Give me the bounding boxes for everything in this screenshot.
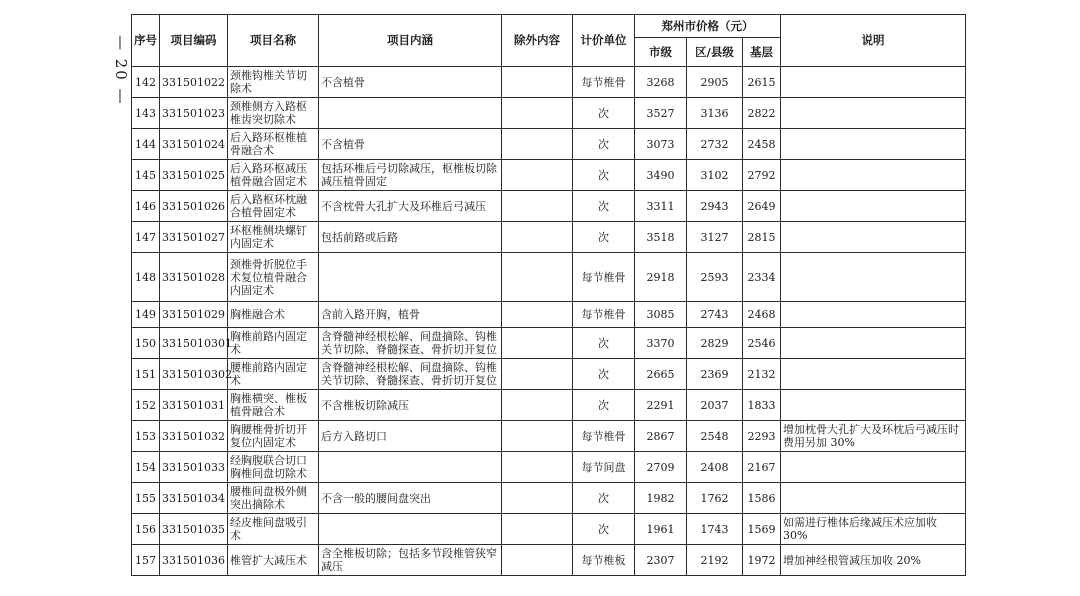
cell-county-price: 2593 bbox=[687, 253, 743, 302]
cell-note bbox=[781, 67, 966, 98]
cell-note bbox=[781, 359, 966, 390]
cell-city-price: 2665 bbox=[635, 359, 687, 390]
cell-county-price: 3102 bbox=[687, 160, 743, 191]
cell-code: 331501022 bbox=[160, 67, 228, 98]
cell-seq: 154 bbox=[132, 452, 160, 483]
table-row bbox=[132, 328, 966, 359]
table-row bbox=[132, 452, 966, 483]
table-row bbox=[132, 514, 966, 545]
header-row bbox=[132, 15, 966, 38]
cell-city-price: 1982 bbox=[635, 483, 687, 514]
cell-note: 如需进行椎体后缘减压术应加收 30% bbox=[781, 514, 966, 545]
cell-unit: 次 bbox=[573, 328, 635, 359]
cell-name: 颈椎钩椎关节切除术 bbox=[228, 67, 319, 98]
header-exclude: 除外内容 bbox=[502, 15, 573, 67]
cell-county-price: 2369 bbox=[687, 359, 743, 390]
cell-name: 胸腰椎骨折切开复位内固定术 bbox=[228, 421, 319, 452]
cell-note bbox=[781, 390, 966, 421]
header-seq: 序号 bbox=[132, 15, 160, 67]
cell-unit: 次 bbox=[573, 222, 635, 253]
cell-code: 331501026 bbox=[160, 191, 228, 222]
cell-exclude bbox=[502, 129, 573, 160]
cell-content: 不含一般的腰间盘突出 bbox=[319, 483, 502, 514]
header-county: 区/县级 bbox=[687, 38, 743, 67]
table-row bbox=[132, 253, 966, 302]
cell-seq: 157 bbox=[132, 545, 160, 576]
cell-exclude bbox=[502, 545, 573, 576]
cell-note bbox=[781, 98, 966, 129]
cell-note bbox=[781, 253, 966, 302]
cell-unit: 次 bbox=[573, 514, 635, 545]
cell-note bbox=[781, 191, 966, 222]
cell-name: 颈椎骨折脱位手术复位植骨融合内固定术 bbox=[228, 253, 319, 302]
cell-county-price: 1762 bbox=[687, 483, 743, 514]
cell-city-price: 2709 bbox=[635, 452, 687, 483]
cell-exclude bbox=[502, 253, 573, 302]
cell-code: 331501033 bbox=[160, 452, 228, 483]
cell-content: 后方入路切口 bbox=[319, 421, 502, 452]
cell-code: 331501024 bbox=[160, 129, 228, 160]
cell-county-price: 2829 bbox=[687, 328, 743, 359]
cell-name: 胸椎前路内固定术 bbox=[228, 328, 319, 359]
cell-county-price: 2905 bbox=[687, 67, 743, 98]
cell-city-price: 3518 bbox=[635, 222, 687, 253]
cell-city-price: 3370 bbox=[635, 328, 687, 359]
cell-name: 椎管扩大减压术 bbox=[228, 545, 319, 576]
cell-name: 经皮椎间盘吸引术 bbox=[228, 514, 319, 545]
cell-unit: 每节椎骨 bbox=[573, 421, 635, 452]
cell-content: 不含植骨 bbox=[319, 129, 502, 160]
cell-base-price: 2132 bbox=[743, 359, 781, 390]
cell-base-price: 1833 bbox=[743, 390, 781, 421]
cell-county-price: 2192 bbox=[687, 545, 743, 576]
cell-content: 含脊髓神经根松解、间盘摘除、钩椎关节切除、脊髓探查、骨折切开复位 bbox=[319, 328, 502, 359]
cell-content: 包括环椎后弓切除减压，枢椎板切除减压植骨固定 bbox=[319, 160, 502, 191]
cell-content bbox=[319, 514, 502, 545]
cell-base-price: 1569 bbox=[743, 514, 781, 545]
cell-unit: 每节椎骨 bbox=[573, 67, 635, 98]
cell-code: 3315010302 bbox=[160, 359, 228, 390]
cell-content: 含全椎板切除；包括多节段椎管狭窄减压 bbox=[319, 545, 502, 576]
page-number: — 20 — bbox=[112, 34, 130, 106]
cell-content bbox=[319, 253, 502, 302]
cell-name: 腰椎间盘极外侧突出摘除术 bbox=[228, 483, 319, 514]
cell-code: 331501023 bbox=[160, 98, 228, 129]
cell-note bbox=[781, 483, 966, 514]
cell-exclude bbox=[502, 514, 573, 545]
table-row bbox=[132, 98, 966, 129]
cell-county-price: 2037 bbox=[687, 390, 743, 421]
cell-code: 331501028 bbox=[160, 253, 228, 302]
header-note: 说明 bbox=[781, 15, 966, 67]
cell-unit: 次 bbox=[573, 390, 635, 421]
cell-base-price: 2615 bbox=[743, 67, 781, 98]
cell-exclude bbox=[502, 160, 573, 191]
cell-city-price: 3490 bbox=[635, 160, 687, 191]
cell-seq: 146 bbox=[132, 191, 160, 222]
table-row bbox=[132, 129, 966, 160]
header-unit: 计价单位 bbox=[573, 15, 635, 67]
cell-exclude bbox=[502, 302, 573, 328]
cell-note bbox=[781, 452, 966, 483]
cell-county-price: 1743 bbox=[687, 514, 743, 545]
cell-exclude bbox=[502, 390, 573, 421]
cell-exclude bbox=[502, 67, 573, 98]
cell-exclude bbox=[502, 191, 573, 222]
cell-code: 331501035 bbox=[160, 514, 228, 545]
header-base: 基层 bbox=[743, 38, 781, 67]
cell-note bbox=[781, 302, 966, 328]
table-row bbox=[132, 67, 966, 98]
cell-city-price: 1961 bbox=[635, 514, 687, 545]
table-row bbox=[132, 359, 966, 390]
cell-county-price: 2548 bbox=[687, 421, 743, 452]
cell-note bbox=[781, 129, 966, 160]
cell-city-price: 2291 bbox=[635, 390, 687, 421]
cell-content: 不含植骨 bbox=[319, 67, 502, 98]
cell-content bbox=[319, 452, 502, 483]
cell-county-price: 2943 bbox=[687, 191, 743, 222]
cell-base-price: 2792 bbox=[743, 160, 781, 191]
cell-name: 后入路环枢减压植骨融合固定术 bbox=[228, 160, 319, 191]
cell-name: 后入路枢环枕融合植骨固定术 bbox=[228, 191, 319, 222]
cell-base-price: 2649 bbox=[743, 191, 781, 222]
cell-note: 增加枕骨大孔扩大及环枕后弓减压时费用另加 30% bbox=[781, 421, 966, 452]
cell-name: 颈椎侧方入路枢椎齿突切除术 bbox=[228, 98, 319, 129]
cell-code: 331501029 bbox=[160, 302, 228, 328]
cell-exclude bbox=[502, 222, 573, 253]
cell-base-price: 2468 bbox=[743, 302, 781, 328]
cell-unit: 次 bbox=[573, 160, 635, 191]
cell-city-price: 2307 bbox=[635, 545, 687, 576]
cell-note bbox=[781, 328, 966, 359]
cell-seq: 142 bbox=[132, 67, 160, 98]
cell-seq: 143 bbox=[132, 98, 160, 129]
cell-exclude bbox=[502, 421, 573, 452]
cell-base-price: 2815 bbox=[743, 222, 781, 253]
table-row bbox=[132, 191, 966, 222]
cell-content: 不含枕骨大孔扩大及环椎后弓减压 bbox=[319, 191, 502, 222]
header-price-group: 郑州市价格（元） bbox=[635, 15, 781, 38]
cell-code: 331501031 bbox=[160, 390, 228, 421]
cell-city-price: 2867 bbox=[635, 421, 687, 452]
cell-exclude bbox=[502, 328, 573, 359]
cell-base-price: 2293 bbox=[743, 421, 781, 452]
cell-city-price: 3527 bbox=[635, 98, 687, 129]
cell-county-price: 2732 bbox=[687, 129, 743, 160]
cell-county-price: 3136 bbox=[687, 98, 743, 129]
cell-base-price: 2822 bbox=[743, 98, 781, 129]
cell-name: 胸椎融合术 bbox=[228, 302, 319, 328]
cell-seq: 155 bbox=[132, 483, 160, 514]
table-body bbox=[132, 67, 966, 576]
cell-unit: 每节椎骨 bbox=[573, 302, 635, 328]
cell-content: 含前入路开胸，植骨 bbox=[319, 302, 502, 328]
cell-county-price: 2743 bbox=[687, 302, 743, 328]
cell-base-price: 1586 bbox=[743, 483, 781, 514]
cell-code: 331501027 bbox=[160, 222, 228, 253]
cell-content: 含脊髓神经根松解、间盘摘除、钩椎关节切除、脊髓探查、骨折切开复位 bbox=[319, 359, 502, 390]
cell-base-price: 2458 bbox=[743, 129, 781, 160]
cell-note bbox=[781, 160, 966, 191]
cell-name: 胸椎横突、椎板植骨融合术 bbox=[228, 390, 319, 421]
cell-seq: 149 bbox=[132, 302, 160, 328]
cell-seq: 145 bbox=[132, 160, 160, 191]
cell-unit: 次 bbox=[573, 129, 635, 160]
cell-base-price: 2334 bbox=[743, 253, 781, 302]
header-name: 项目名称 bbox=[228, 15, 319, 67]
cell-exclude bbox=[502, 98, 573, 129]
cell-name: 经胸腹联合切口胸椎间盘切除术 bbox=[228, 452, 319, 483]
cell-code: 331501034 bbox=[160, 483, 228, 514]
cell-content: 不含椎板切除减压 bbox=[319, 390, 502, 421]
header-city: 市级 bbox=[635, 38, 687, 67]
cell-unit: 次 bbox=[573, 98, 635, 129]
cell-city-price: 3085 bbox=[635, 302, 687, 328]
cell-name: 腰椎前路内固定术 bbox=[228, 359, 319, 390]
table-row bbox=[132, 390, 966, 421]
cell-exclude bbox=[502, 359, 573, 390]
cell-seq: 144 bbox=[132, 129, 160, 160]
cell-base-price: 1972 bbox=[743, 545, 781, 576]
cell-city-price: 3311 bbox=[635, 191, 687, 222]
cell-unit: 次 bbox=[573, 191, 635, 222]
cell-base-price: 2546 bbox=[743, 328, 781, 359]
cell-seq: 153 bbox=[132, 421, 160, 452]
cell-unit: 次 bbox=[573, 483, 635, 514]
header-content: 项目内涵 bbox=[319, 15, 502, 67]
table-row bbox=[132, 421, 966, 452]
cell-name: 环枢椎侧块螺钉内固定术 bbox=[228, 222, 319, 253]
cell-county-price: 3127 bbox=[687, 222, 743, 253]
cell-code: 331501036 bbox=[160, 545, 228, 576]
cell-code: 331501032 bbox=[160, 421, 228, 452]
cell-exclude bbox=[502, 483, 573, 514]
table-row bbox=[132, 160, 966, 191]
cell-city-price: 2918 bbox=[635, 253, 687, 302]
cell-city-price: 3268 bbox=[635, 67, 687, 98]
cell-note bbox=[781, 222, 966, 253]
cell-seq: 148 bbox=[132, 253, 160, 302]
cell-content: 包括前路或后路 bbox=[319, 222, 502, 253]
table-row bbox=[132, 302, 966, 328]
cell-exclude bbox=[502, 452, 573, 483]
header-code: 项目编码 bbox=[160, 15, 228, 67]
cell-unit: 每节椎骨 bbox=[573, 253, 635, 302]
cell-city-price: 3073 bbox=[635, 129, 687, 160]
cell-name: 后入路环枢椎植骨融合术 bbox=[228, 129, 319, 160]
cell-code: 3315010301 bbox=[160, 328, 228, 359]
cell-seq: 151 bbox=[132, 359, 160, 390]
cell-seq: 152 bbox=[132, 390, 160, 421]
cell-code: 331501025 bbox=[160, 160, 228, 191]
cell-base-price: 2167 bbox=[743, 452, 781, 483]
cell-note: 增加神经根管减压加收 20% bbox=[781, 545, 966, 576]
cell-unit: 每节椎板 bbox=[573, 545, 635, 576]
table-row bbox=[132, 222, 966, 253]
cell-content bbox=[319, 98, 502, 129]
cell-seq: 147 bbox=[132, 222, 160, 253]
cell-county-price: 2408 bbox=[687, 452, 743, 483]
cell-seq: 150 bbox=[132, 328, 160, 359]
table-row bbox=[132, 483, 966, 514]
cell-unit: 次 bbox=[573, 359, 635, 390]
price-table bbox=[131, 14, 966, 576]
cell-seq: 156 bbox=[132, 514, 160, 545]
table-row bbox=[132, 545, 966, 576]
cell-unit: 每节间盘 bbox=[573, 452, 635, 483]
